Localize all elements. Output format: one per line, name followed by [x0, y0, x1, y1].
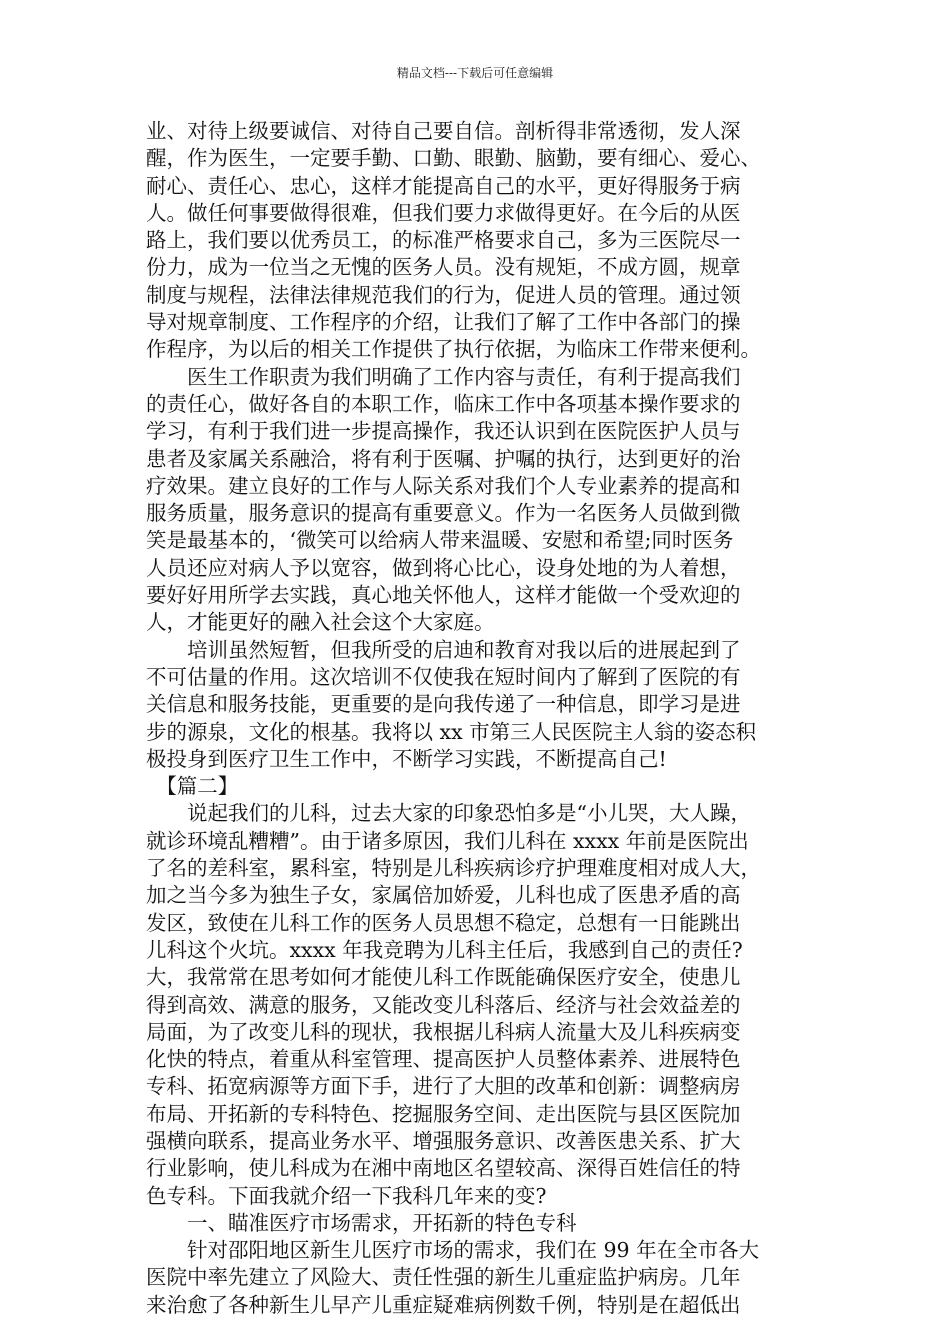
- text-line: 份力，成为一位当之无愧的医务人员。没有规矩，不成方圆，规章: [146, 255, 741, 280]
- text-line: 业、对待上级要诚信、对待自己要自信。剖析得非常透彻，发人深: [146, 119, 741, 143]
- text-line: 医生工作职责为我们明确了工作内容与责任，有利于提高我们: [146, 364, 741, 389]
- text-line: 人，才能更好的融入社会这个大家庭。: [146, 610, 495, 635]
- text-line: 儿科这个火坑。xxxx 年我竞聘为儿科主任后，我感到自己的责任?: [146, 937, 743, 962]
- text-line: 的责任心，做好各自的本职工作，临床工作中各项基本操作要求的: [146, 391, 741, 416]
- text-line: 强横向联系，提高业务水平、增强服务意识、改善医患关系、扩大: [146, 1128, 741, 1153]
- text-line: 行业影响，使儿科成为在湘中南地区名望较高、深得百姓信任的特: [146, 1156, 741, 1181]
- text-line: 大，我常常在思考如何才能使儿科工作既能确保医疗安全，使患儿: [146, 965, 741, 990]
- text-line: 来治愈了各种新生儿早产儿重症疑难病例数千例，特别是在超低出: [146, 1292, 741, 1317]
- text-line: 布局、开拓新的专科特色、挖掘服务空间、走出医院与县区医院加: [146, 1101, 741, 1126]
- text-line: 患者及家属关系融洽，将有利于医嘱、护嘱的执行，达到更好的治: [146, 446, 741, 471]
- text-line: 路上，我们要以优秀员工，的标准严格要求自己，多为三医院尽一: [146, 228, 741, 253]
- text-line: 了名的差科室，累科室，特别是儿科疾病诊疗护理难度相对成人大，: [146, 856, 761, 881]
- text-line: 培训虽然短暂，但我所受的启迪和教育对我以后的进展起到了: [146, 637, 741, 662]
- text-line: 极投身到医疗卫生工作中，不断学习实践，不断提高自己!: [146, 746, 667, 771]
- text-line: 服务质量，服务意识的提高有重要意义。作为一名医务人员做到微: [146, 501, 741, 526]
- text-line: 得到高效、满意的服务，又能改变儿科落后、经济与社会效益差的: [146, 992, 741, 1017]
- text-line: 【篇二】: [146, 774, 239, 799]
- text-line: 制度与规程，法律法律规范我们的行为，促进人员的管理。通过领: [146, 282, 741, 307]
- text-line: 作程序，为以后的相关工作提供了执行依据，为临床工作带来便利。: [146, 337, 761, 362]
- text-line: 说起我们的儿科，过去大家的印象恐怕多是“小儿哭，大人躁，: [146, 801, 751, 826]
- text-line: 色专科。下面我就介绍一下我科几年来的变?: [146, 1183, 547, 1208]
- text-line: 化快的特点，着重从科室管理、提高医护人员整体素养、进展特色: [146, 1047, 741, 1072]
- text-line: 醒，作为医生，一定要手勤、口勤、眼勤、脑勤，要有细心、爱心、: [146, 146, 761, 171]
- text-line: 就诊环境乱糟糟”。由于诸多原因，我们儿科在 xxxx 年前是医院出: [146, 828, 749, 853]
- text-line: 导对规章制度、工作程序的介绍，让我们了解了工作中各部门的操: [146, 310, 741, 335]
- text-line: 加之当今多为独生子女，家属倍加娇爱，儿科也成了医患矛盾的高: [146, 883, 741, 908]
- text-line: 耐心、责任心、忠心，这样才能提高自己的水平，更好得服务于病: [146, 173, 741, 198]
- text-line: 学习，有利于我们进一步提高操作，我还认识到在医院医护人员与: [146, 419, 741, 444]
- text-line: 人员还应对病人予以宽容，做到将心比心，设身处地的为人着想，: [146, 555, 741, 580]
- text-line: 发区，致使在儿科工作的医务人员思想不稳定，总想有一日能跳出: [146, 910, 741, 935]
- text-line: 疗效果。建立良好的工作与人际关系对我们个人专业素养的提高和: [146, 473, 741, 498]
- text-line: 不可估量的作用。这次培训不仅使我在短时间内了解到了医院的有: [146, 664, 741, 689]
- text-line: 关信息和服务技能，更重要的是向我传递了一种信息，即学习是进: [146, 692, 741, 717]
- document-body: [146, 118, 808, 1319]
- text-line: 针对邵阳地区新生儿医疗市场的需求，我们在 99 年在全市各大: [146, 1238, 760, 1263]
- text-line: 专科、拓宽病源等方面下手，进行了大胆的改革和创新：调整病房: [146, 1074, 741, 1099]
- text-line: 笑是最基本的，‘微笑可以给病人带来温暖、安慰和希望;同时医务: [146, 528, 734, 553]
- text-line: 局面，为了改变儿科的现状，我根据儿科病人流量大及儿科疾病变: [146, 1019, 741, 1044]
- text-line: 步的源泉，文化的根基。我将以 xx 市第三人民医院主人翁的姿态积: [146, 719, 757, 744]
- text-line: 人。做任何事要做得很难，但我们要力求做得更好。在今后的从医: [146, 200, 741, 225]
- text-line: 医院中率先建立了风险大、责任性强的新生儿重症监护病房。几年: [146, 1265, 741, 1290]
- page-header: 精品文档---下载后可任意编辑: [396, 66, 554, 80]
- text-line: 要好好用所学去实践，真心地关怀他人，这样才能做一个受欢迎的: [146, 583, 741, 608]
- text-line: 一、瞄准医疗市场需求，开拓新的特色专科: [146, 1210, 577, 1235]
